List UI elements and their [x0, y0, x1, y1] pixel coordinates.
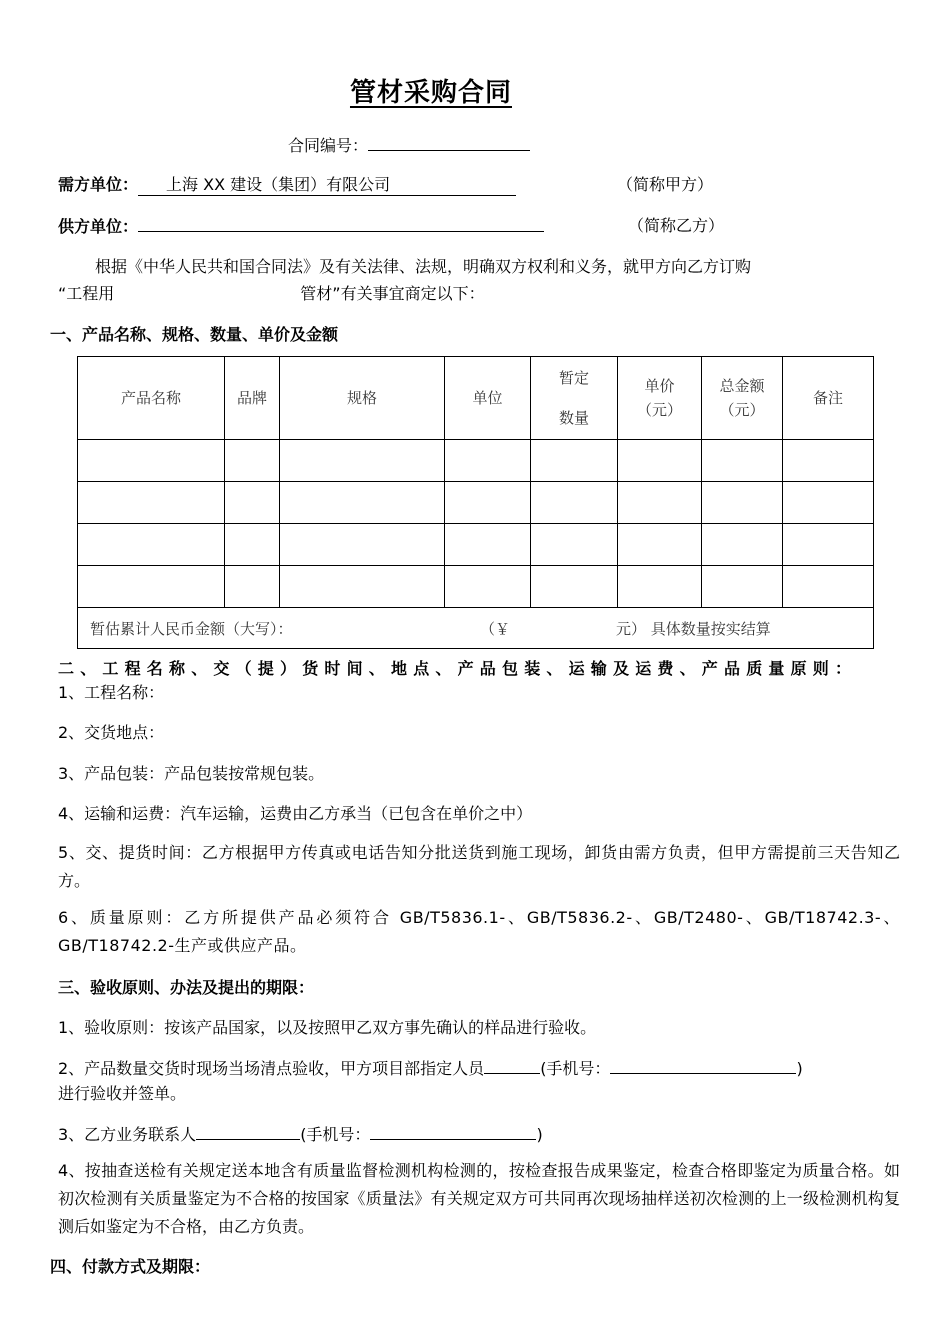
- section2-item3: 3、产品包装：产品包装按常规包装。: [58, 764, 325, 783]
- buyer-row: [58, 172, 516, 196]
- table-cell[interactable]: [78, 566, 225, 608]
- section3-item3-c: ): [536, 1125, 543, 1144]
- table-cell[interactable]: [445, 482, 531, 524]
- table-cell[interactable]: [225, 440, 280, 482]
- total-note: 具体数量按实结算: [650, 619, 771, 638]
- table-cell[interactable]: [225, 566, 280, 608]
- section3-heading: 三、验收原则、办法及提出的期限：: [58, 978, 315, 997]
- table-cell[interactable]: [783, 482, 874, 524]
- table-cell[interactable]: [225, 524, 280, 566]
- col-total-amount: [702, 357, 783, 440]
- table-cell[interactable]: [531, 440, 618, 482]
- section3-item4: 4、按抽查送检有关规定送本地含有质量监督检测机构检测的，按检查报告成果鉴定，检查合格即鉴定为质量合格。如初次检测有关质量鉴定为不合格的按国家《质量法》有关规定双方可共同再次现场抽样送初次检测的上一级检测机构复测后如鉴定为不合格，由乙方负责。: [58, 1161, 900, 1236]
- section3-item1: 1、验收原则：按该产品国家，以及按照甲乙双方事先确认的样品进行验收。: [58, 1018, 597, 1037]
- col-quantity: [531, 357, 618, 440]
- total-yuan-close: 元）: [616, 619, 647, 638]
- table-cell[interactable]: [783, 524, 874, 566]
- total-amount-label: 暂估累计人民币金额（大写）：: [90, 619, 293, 638]
- contract-number-field[interactable]: [368, 132, 530, 151]
- table-cell[interactable]: [445, 440, 531, 482]
- section2-heading: 二、工程名称、交（提）货时间、地点、产品包装、运输及运费、产品质量原则：: [58, 659, 858, 678]
- col-spec: 规格: [280, 357, 445, 440]
- section2-item5: 5、交、提货时间：乙方根据甲方传真或电话告知分批送货到施工现场，卸货由需方负责，但甲方需提前三天告知乙方。: [58, 843, 900, 890]
- table-cell[interactable]: [702, 566, 783, 608]
- table-cell[interactable]: [280, 566, 445, 608]
- inspector-phone-field[interactable]: [610, 1055, 796, 1074]
- table-cell[interactable]: [783, 440, 874, 482]
- buyer-name-field[interactable]: 上海 XX 建设（集团）有限公司: [138, 172, 516, 196]
- total-yuan-open: （￥: [480, 619, 511, 638]
- section1-heading: 一、产品名称、规格、数量、单价及金额: [50, 325, 339, 344]
- col-product-name: 产品名称: [78, 357, 225, 440]
- total-amount-cell[interactable]: [78, 608, 874, 649]
- col-quantity-line1: 暂定: [558, 369, 589, 387]
- supplier-name-field[interactable]: [138, 213, 544, 232]
- col-unit-price-line1: 单价: [644, 377, 675, 395]
- col-quantity-line2: 数量: [558, 409, 589, 427]
- table-cell[interactable]: [280, 524, 445, 566]
- col-unit: 单位: [445, 357, 531, 440]
- buyer-label: 需方单位：: [58, 175, 139, 194]
- table-cell[interactable]: [78, 440, 225, 482]
- table-cell[interactable]: [702, 524, 783, 566]
- contact-name-field[interactable]: [196, 1121, 300, 1140]
- table-cell[interactable]: [531, 482, 618, 524]
- table-cell[interactable]: [531, 524, 618, 566]
- contact-phone-field[interactable]: [370, 1121, 536, 1140]
- table-cell[interactable]: [702, 440, 783, 482]
- col-unit-price-line2: （元）: [636, 401, 682, 419]
- inspector-name-field[interactable]: [484, 1055, 540, 1074]
- contract-number-row: [288, 132, 530, 156]
- page-title: 管材采购合同: [349, 78, 512, 108]
- col-brand: 品牌: [225, 357, 280, 440]
- section2-item1: 1、工程名称：: [58, 683, 165, 702]
- section3-item3-a: 3、乙方业务联系人: [58, 1125, 197, 1144]
- supplier-label: 供方单位：: [58, 217, 139, 236]
- table-cell[interactable]: [280, 440, 445, 482]
- section2-item4: 4、运输和运费：汽车运输，运费由乙方承当（已包含在单价之中）: [58, 804, 533, 823]
- col-total-amount-line2: （元）: [719, 401, 765, 419]
- product-table: [77, 356, 874, 649]
- section3-item2-d: 进行验收并签单。: [58, 1084, 187, 1103]
- table-cell[interactable]: [618, 566, 702, 608]
- table-row: [78, 566, 874, 608]
- table-cell[interactable]: [618, 524, 702, 566]
- intro-line2: [58, 281, 485, 304]
- table-cell[interactable]: [78, 482, 225, 524]
- contract-number-label: 合同编号：: [288, 136, 369, 155]
- table-row: [78, 482, 874, 524]
- col-unit-price: [618, 357, 702, 440]
- table-cell[interactable]: [225, 482, 280, 524]
- col-total-amount-line1: 总金额: [719, 377, 765, 395]
- section3-item2-row: [58, 1055, 803, 1079]
- supplier-abbr: （简称乙方）: [628, 216, 725, 235]
- section3-item3-b: (手机号：: [300, 1125, 371, 1144]
- section3-item2-a: 2、产品数量交货时现场当场清点验收，甲方项目部指定人员: [58, 1059, 485, 1078]
- intro-line2-a: “工程用: [58, 284, 115, 303]
- table-header-row: [78, 357, 874, 440]
- intro-line2-b: 管材”有关事宜商定以下：: [300, 284, 485, 303]
- table-row: [78, 524, 874, 566]
- table-cell[interactable]: [531, 566, 618, 608]
- table-row: [78, 440, 874, 482]
- buyer-abbr: （简称甲方）: [617, 175, 714, 194]
- table-cell[interactable]: [78, 524, 225, 566]
- section3-item3-row: [58, 1121, 543, 1145]
- supplier-row: [58, 213, 544, 237]
- table-cell[interactable]: [445, 524, 531, 566]
- table-cell[interactable]: [445, 566, 531, 608]
- section2-item6: 6、质量原则：乙方所提供产品必须符合 GB/T5836.1-、GB/T5836.2-、GB/T2480-、GB/T18742.3-、GB/T18742.2-生产或供应产品。: [58, 908, 900, 955]
- table-cell[interactable]: [618, 440, 702, 482]
- section2-item2: 2、交货地点：: [58, 723, 165, 742]
- table-cell[interactable]: [618, 482, 702, 524]
- section3-item2-c: ): [796, 1059, 803, 1078]
- table-cell[interactable]: [702, 482, 783, 524]
- section4-heading: 四、付款方式及期限：: [50, 1257, 211, 1276]
- table-cell[interactable]: [280, 482, 445, 524]
- section3-item2-b: (手机号：: [540, 1059, 611, 1078]
- table-total-row: [78, 608, 874, 649]
- col-remarks: 备注: [783, 357, 874, 440]
- table-cell[interactable]: [783, 566, 874, 608]
- intro-line1: 根据《中华人民共和国合同法》及有关法律、法规，明确双方权利和义务，就甲方向乙方订购: [95, 257, 752, 276]
